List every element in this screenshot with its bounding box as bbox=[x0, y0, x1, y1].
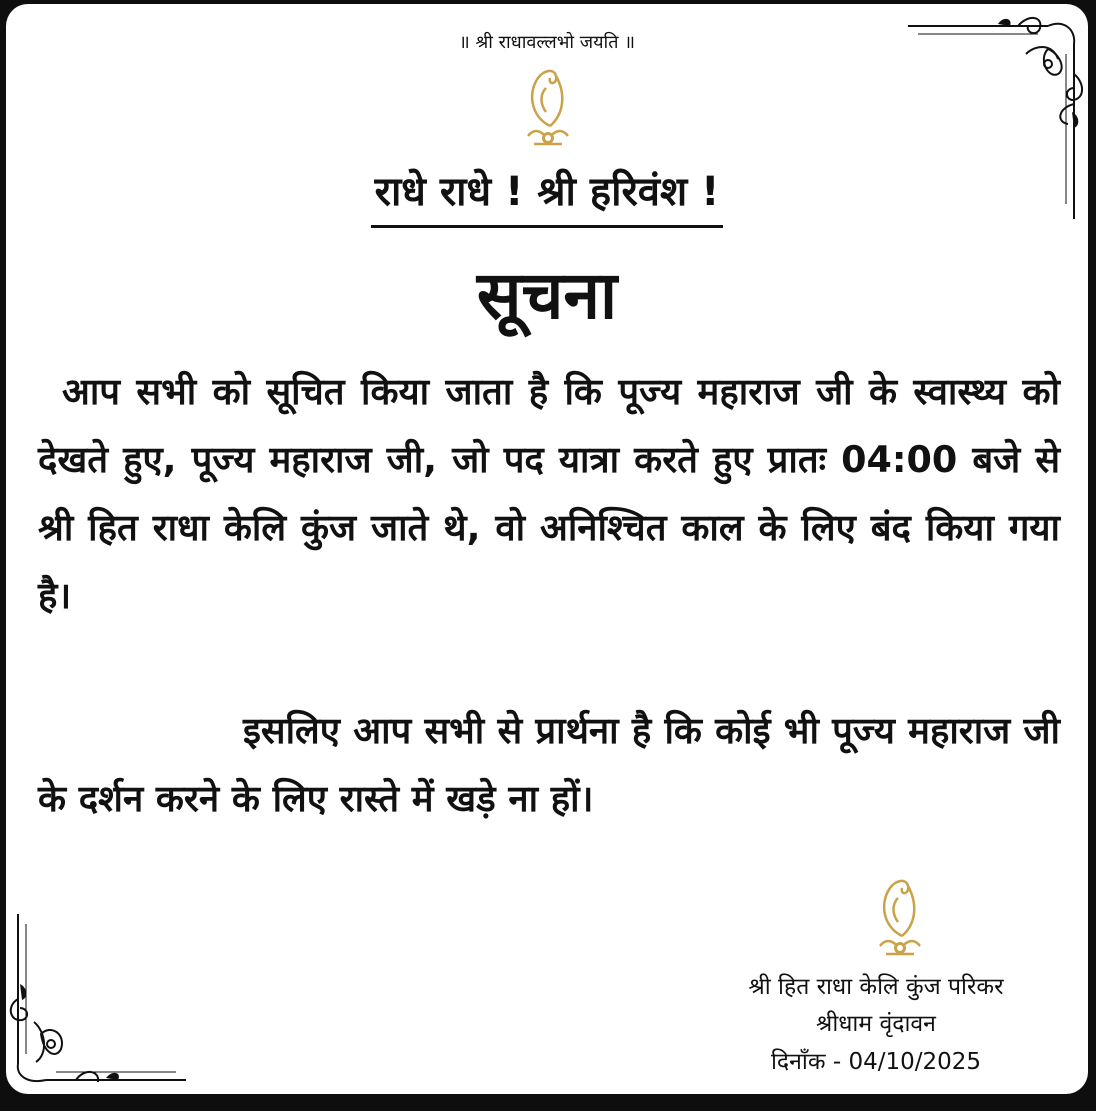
notice-paragraph-1: आप सभी को सूचित किया जाता है कि पूज्य महाराज जी के स्वास्थ्य को देखते हुए, पूज्य महाराज जी, जो पद यात्रा करते हुए प्रातः 04:00 बजे से श्री हित राधा केलि कुंज जाते थे, वो अनिश्चित काल के लिए बंद किया गया है। bbox=[38, 370, 1060, 617]
place-signature: श्रीधाम वृंदावन bbox=[816, 1011, 936, 1037]
floral-corner-ornament-icon bbox=[6, 904, 196, 1094]
paisley-lotus-emblem-icon bbox=[872, 874, 928, 964]
greeting-heading: राधे राधे ! श्री हरिवंश ! bbox=[371, 162, 724, 228]
date-line: दिनाँक - 04/10/2025 bbox=[770, 1049, 982, 1075]
invocation-text: ॥ श्री राधावल्लभो जयति ॥ bbox=[459, 32, 635, 53]
greeting-wrap bbox=[6, 162, 1088, 228]
notice-card bbox=[6, 4, 1088, 1094]
organization-signature: श्री हित राधा केलि कुंज परिकर bbox=[748, 974, 1004, 1000]
notice-title: सूचना bbox=[476, 257, 618, 334]
paisley-lotus-emblem-icon bbox=[520, 64, 576, 154]
notice-paragraph-2: इसलिए आप सभी से प्रार्थना है कि कोई भी पूज्य महाराज जी के दर्शन करने के लिए रास्ते में खड़े ना हों। bbox=[38, 709, 1060, 820]
